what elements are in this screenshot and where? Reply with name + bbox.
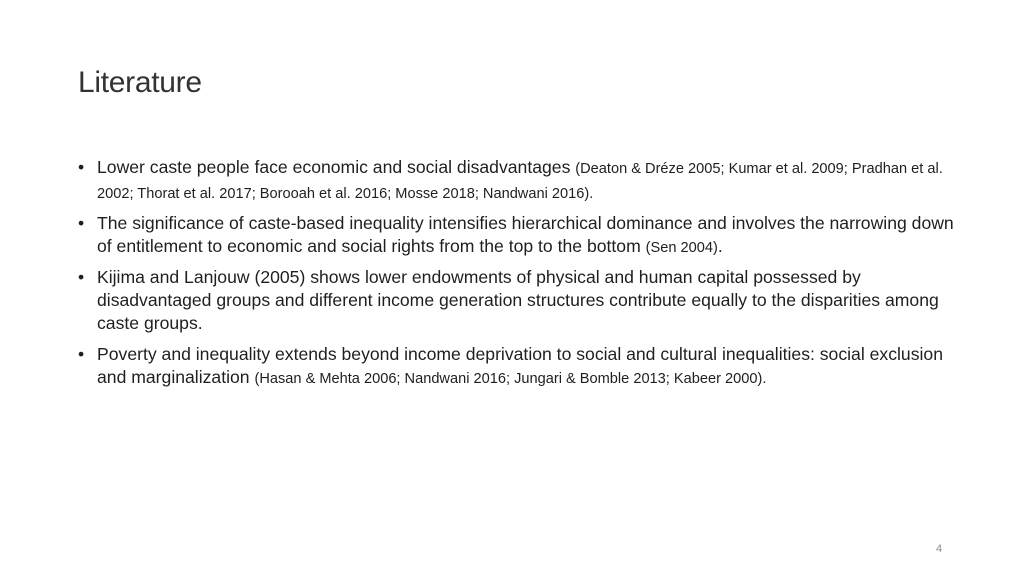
slide-title: Literature (78, 66, 202, 99)
bullet-marker: • (78, 213, 85, 233)
page-number: 4 (936, 543, 943, 555)
bullet-item (78, 212, 958, 260)
bullet-list (78, 156, 958, 397)
bullet-text: Lower caste people face economic and social disadvantages (97, 157, 576, 177)
bullet-citation: (Sen 2004) (645, 240, 718, 256)
bullet-citation: (Hasan & Mehta 2006; Nandwani 2016; Jungari & Bomble 2013; Kabeer 2000). (254, 371, 767, 387)
bullet-text: The significance of caste-based inequality intensifies hierarchical dominance and involves the narrowing down of entitlement to economic and social rights from the top to the bottom (97, 213, 954, 256)
bullet-item (78, 343, 958, 391)
bullet-marker: • (78, 344, 85, 364)
bullet-text: Poverty and inequality extends beyond income deprivation to social and cultural inequalities: social exclusion and marginalization (97, 344, 943, 387)
bullet-marker: • (78, 267, 85, 287)
bullet-item (78, 266, 958, 337)
bullet-citation: (Deaton & Dréze 2005; Kumar et al. 2009; Pradhan et al. 2002; Thorat et al. 2017; Borooah et al. 2016; Mosse 2018; Nandwani 2016). (97, 161, 943, 202)
bullet-item (78, 156, 958, 206)
bullet-suffix: . (717, 236, 723, 256)
bullet-text: Kijima and Lanjouw (2005) shows lower endowments of physical and human capital possessed by disadvantaged groups and different income generation structures contribute equally to the disparities among caste groups. (97, 267, 939, 333)
bullet-marker: • (78, 157, 85, 177)
